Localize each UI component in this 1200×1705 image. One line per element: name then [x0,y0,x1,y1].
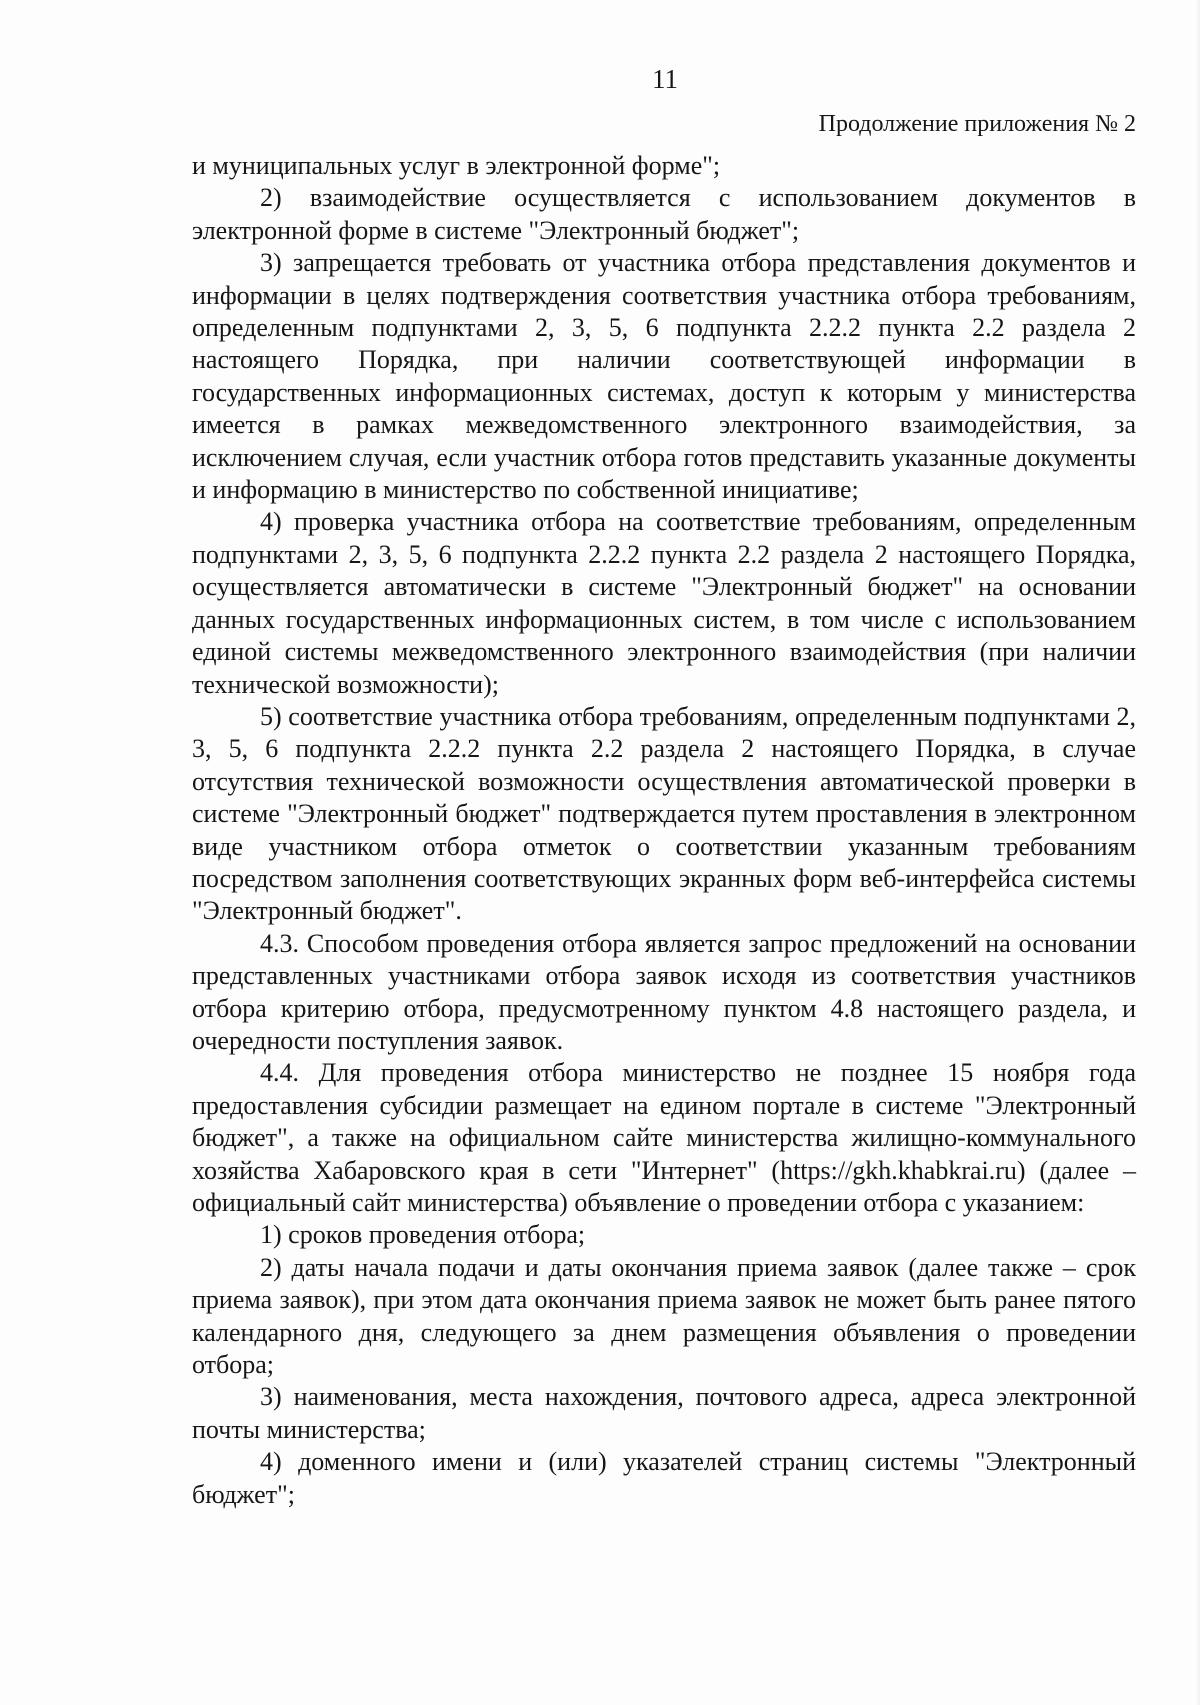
list-item-5: 5) соответствие участника отбора требованиям, определенным подпунктами 2, 3, 5, 6 подпункта 2.2.2 пункта 2.2 раздела 2 настоящего Порядка, в случае отсутствия технической возможности осуществления автоматической проверки в системе "Электронный бюджет" подтверждается путем проставления в электронном виде участником отбора отметок о соответствии указанным требованиям посредством заполнения соответствующих экранных форм веб-интерфейса системы "Электронный бюджет". [192,701,1136,926]
page-number: 11 [652,64,678,94]
section-4-3: 4.3. Способом проведения отбора является запрос предложений на основании представленных участниками отбора заявок исходя из соответствия участников отбора критерию отбора, предусмотренному пунктом 4.8 настоящего раздела, и очередности поступления заявок. [192,928,1136,1055]
list-item-2: 2) взаимодействие осуществляется с использованием документов в электронной форме в системе "Электронный бюджет"; [192,183,1136,245]
list-item-3: 3) запрещается требовать от участника отбора представления документов и информации в целях подтверждения соответствия участника отбора требованиям, определенным подпунктами 2, 3, 5, 6 подпункта 2.2.2 пункта 2.2 раздела 2 настоящего Порядка, при наличии соответствующей информации в государственных информационных системах, доступ к которым у министерства имеется в рамках межведомственного электронного взаимодействия, за исключением случая, если участник отбора готов представить указанные документы и информацию в министерство по собственной инициативе; [192,248,1136,505]
announcement-item-2: 2) даты начала подачи и даты окончания приема заявок (далее также – срок приема заявок), при этом дата окончания приема заявок не может быть ранее пятого календарного дня, следующего за днем размещения объявления о проведении отбора; [192,1252,1136,1380]
document-body [192,150,1136,1511]
announcement-item-3: 3) наименования, места нахождения, почтового адреса, адреса электронной почты министерства; [192,1382,1136,1444]
list-item-4: 4) проверка участника отбора на соответствие требованиям, определенным подпунктами 2, 3, 5, 6 подпункта 2.2.2 пункта 2.2 раздела 2 настоящего Порядка, осуществляется автоматически в системе "Электронный бюджет" на основании данных государственных информационных систем, в том числе с использованием единой системы межведомственного электронного взаимодействия (при наличии технической возможности); [192,507,1136,699]
announcement-item-1: 1) сроков проведения отбора; [260,1220,586,1250]
announcement-item-4: 4) доменного имени и (или) указателей страниц системы "Электронный бюджет"; [192,1447,1136,1509]
paragraph-continuation: и муниципальных услуг в электронной форме"; [192,151,721,180]
appendix-continuation-note: Продолжение приложения № 2 [818,111,1136,137]
scan-edge-shadow [1194,0,1200,1705]
section-4-4: 4.4. Для проведения отбора министерство не позднее 15 ноября года предоставления субсидии размещает на едином портале в системе "Электронный бюджет", а также на официальном сайте министерства жилищно-коммунального хозяйства Хабаровского края в сети "Интернет" (https://gkh.khabkrai.ru) (далее – официальный сайт министерства) объявление о проведении отбора с указанием: [192,1058,1136,1217]
